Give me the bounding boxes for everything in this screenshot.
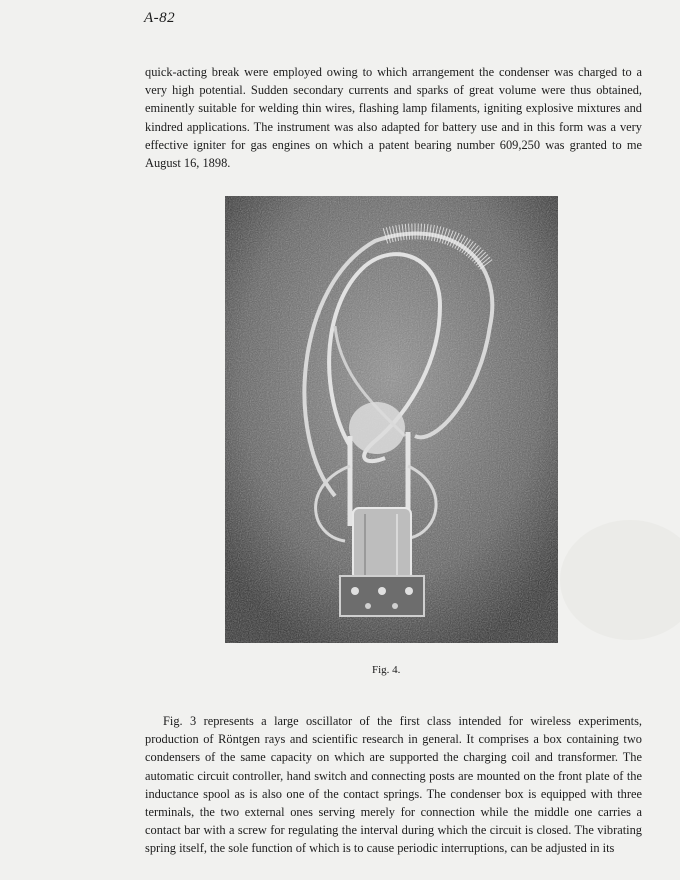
paragraph-bottom xyxy=(145,712,642,858)
oscillator-photo-icon xyxy=(225,196,558,643)
paragraph-top: quick-acting break were employed owing to which arrangement the condenser was charged to a very high potential. Sudden secondary currents and sparks of great volume were thus obtained, eminently suitable for welding thin wires, flashing lamp filaments, igniting explosive mixtures and kindred applications. The instrument was also adapted for battery use and in this form was a very effective igniter for gas engines on which a patent bearing number 609,250 was granted to me August 16, 1898. xyxy=(145,65,642,171)
figure-photo xyxy=(225,196,558,643)
page-stain xyxy=(560,520,680,640)
figure-caption: Fig. 4. xyxy=(372,664,401,676)
page-number: A-82 xyxy=(144,10,176,26)
paragraph-bottom-text: Fig. 3 represents a large oscillator of the first class intended for wireless experiments, production of Röntgen rays and scientific research in general. It comprises a box containing two condensers of the same capacity on which are supported the charging coil and transformer. The automatic circuit controller, hand switch and connecting posts are mounted on the front plate of the inductance spool as is also one of the contact springs. The condenser box is equipped with three terminals, the two external ones serving merely for connection while the middle one carries a contact bar with a screw for regulating the interval during which the circuit is closed. The vibrating spring itself, the sole function of which is to cause periodic interruptions, can be adjusted in its xyxy=(145,714,642,856)
